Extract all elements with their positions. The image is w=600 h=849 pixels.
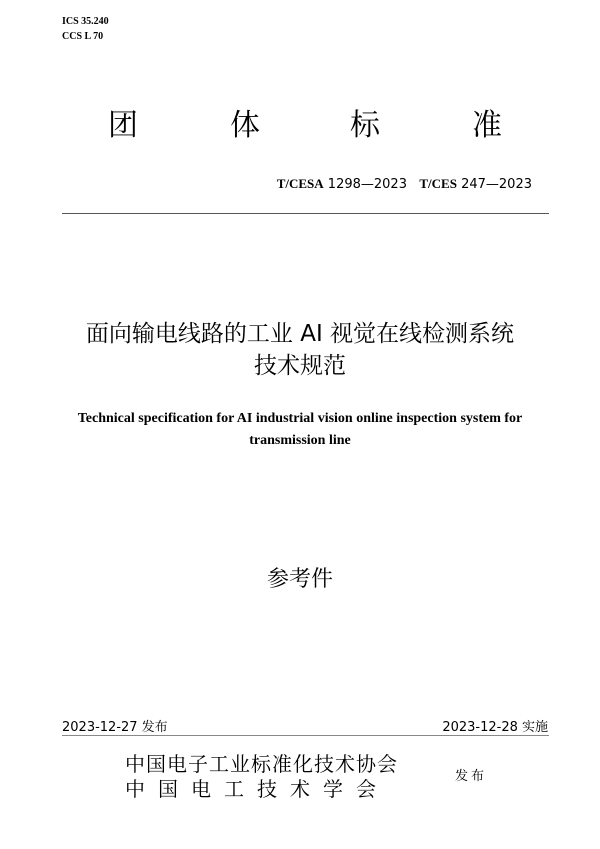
english-title-line: transmission line	[249, 433, 351, 448]
publisher-org: 中国电工技术学会	[125, 777, 389, 801]
document-kind-char: 准	[472, 108, 502, 143]
english-title	[40, 408, 560, 452]
classification-codes	[62, 14, 109, 44]
release-label: 发布	[455, 769, 488, 784]
standard-number-prefix: T/CESA	[276, 176, 324, 191]
ccs-code: CCS L 70	[62, 31, 104, 42]
document-kind-char: 体	[230, 108, 260, 143]
english-title-line: Technical specification for AI industrial vision online inspection system for	[77, 411, 523, 426]
standard-number-value: 247—2023	[461, 177, 532, 192]
header-divider	[62, 213, 549, 214]
publisher-org: 中国电子工业标准化技术协会	[125, 752, 398, 776]
implement-date: 2023-12-28 实施	[442, 720, 548, 735]
chinese-title	[0, 318, 600, 382]
document-kind	[0, 108, 600, 148]
publish-date: 2023-12-27 发布	[62, 720, 168, 735]
draft-label: 参考件	[266, 567, 333, 592]
chinese-title-line: 技术规范	[254, 353, 346, 379]
chinese-title-line: 面向输电线路的工业 AI 视觉在线检测系统	[85, 321, 515, 347]
document-kind-char: 团	[108, 108, 138, 143]
ics-code: ICS 35.240	[62, 16, 109, 27]
standard-number-value: 1298—2023	[327, 177, 407, 192]
standard-number-prefix: T/CES	[419, 176, 457, 191]
footer-divider	[62, 735, 549, 736]
document-kind-char: 标	[350, 108, 380, 143]
standard-numbers	[277, 176, 532, 192]
